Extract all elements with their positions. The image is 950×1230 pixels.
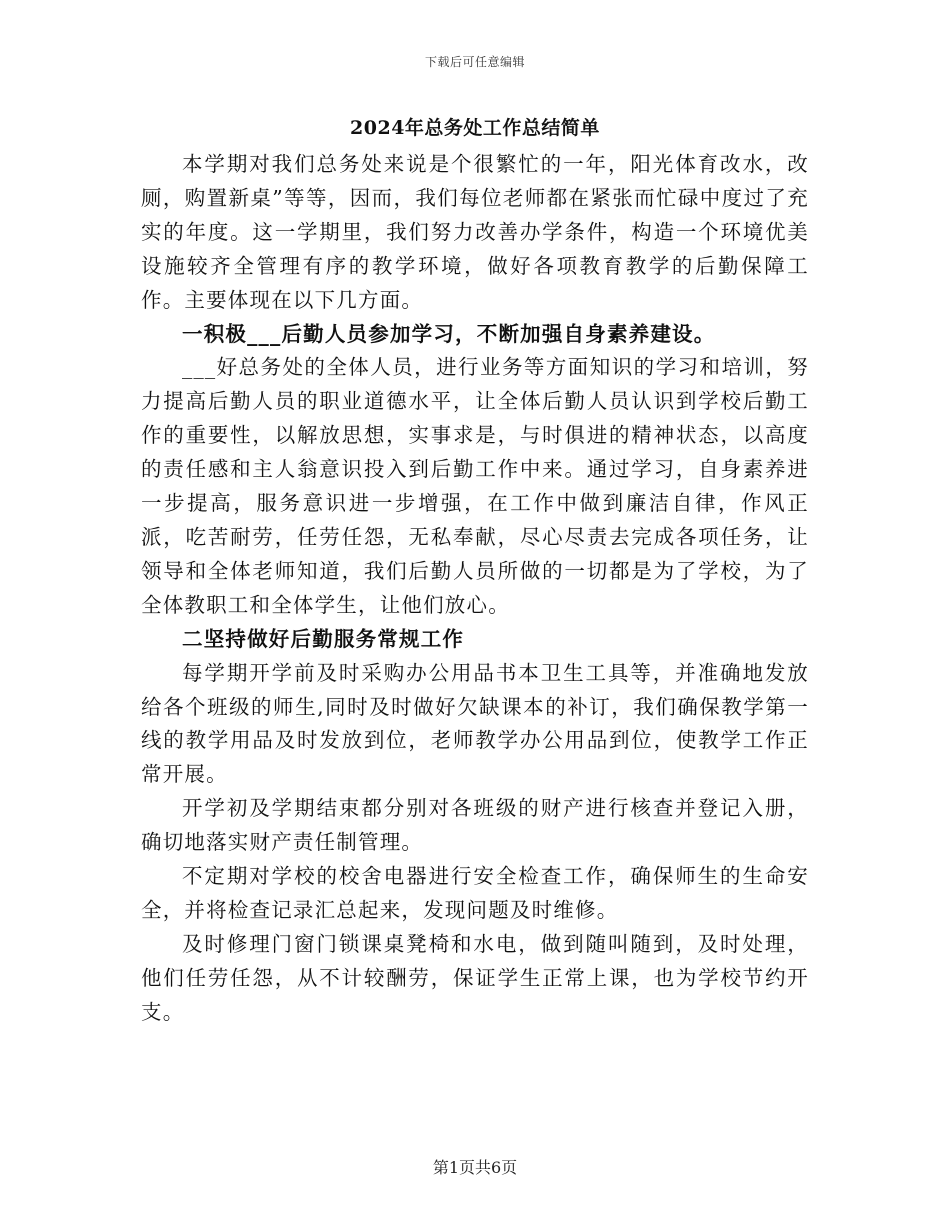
paragraph-property: 开学初及学期结束都分别对各班级的财产进行核查并登记入册，确切地落实财产责任制管理。: [141, 796, 809, 855]
document-body: [141, 148, 809, 1030]
header-note: 下载后可任意编辑: [424, 55, 525, 69]
document-title: 2024年总务处工作总结简单: [350, 117, 600, 139]
page-number: 第1页共6页: [432, 1158, 518, 1177]
paragraph-repair: 及时修理门窗门锁课桌凳椅和水电，做到随叫随到，及时处理，他们任劳任怨，从不计较酬劳，保证学生正常上课，也为学校节约开支。: [141, 931, 809, 1024]
section-heading-1: 一积极___后勤人员参加学习，不断加强自身素养建设。: [182, 321, 716, 346]
section-heading-2: 二坚持做好后勤服务常规工作: [182, 626, 465, 651]
paragraph-study: ___好总务处的全体人员，进行业务等方面知识的学习和培训，努力提高后勤人员的职业道德水平，让全体后勤人员认识到学校后勤工作的重要性，以解放思想，实事求是，与时俱进的精神状态，以高度的责任感和主人翁意识投入到后勤工作中来。通过学习，自身素养进一步提高，服务意识进一步增强，在工作中做到廉洁自律，作风正派，吃苦耐劳，任劳任怨，无私奉献，尽心尽责去完成各项任务，让领导和全体老师知道，我们后勤人员所做的一切都是为了学校，为了全体教职工和全体学生，让他们放心。: [141, 355, 809, 617]
paragraph-supplies: 每学期开学前及时采购办公用品书本卫生工具等，并准确地发放给各个班级的师生,同时及时做好欠缺课本的补订，我们确保教学第一线的教学用品及时发放到位，老师教学办公用品到位，使教学工作正常开展。: [141, 660, 809, 787]
paragraph-intro: 本学期对我们总务处来说是个很繁忙的一年，阳光体育改水，改厕，购置新桌”等等，因而，我们每位老师都在紧张而忙碌中度过了充实的年度。这一学期里，我们努力改善办学条件，构造一个环境优美设施较齐全管理有序的教学环境，做好各项教育教学的后勤保障工作。主要体现在以下几方面。: [141, 152, 809, 312]
paragraph-safety: 不定期对学校的校舍电器进行安全检查工作，确保师生的生命安全，并将检查记录汇总起来，发现问题及时维修。: [141, 864, 809, 922]
